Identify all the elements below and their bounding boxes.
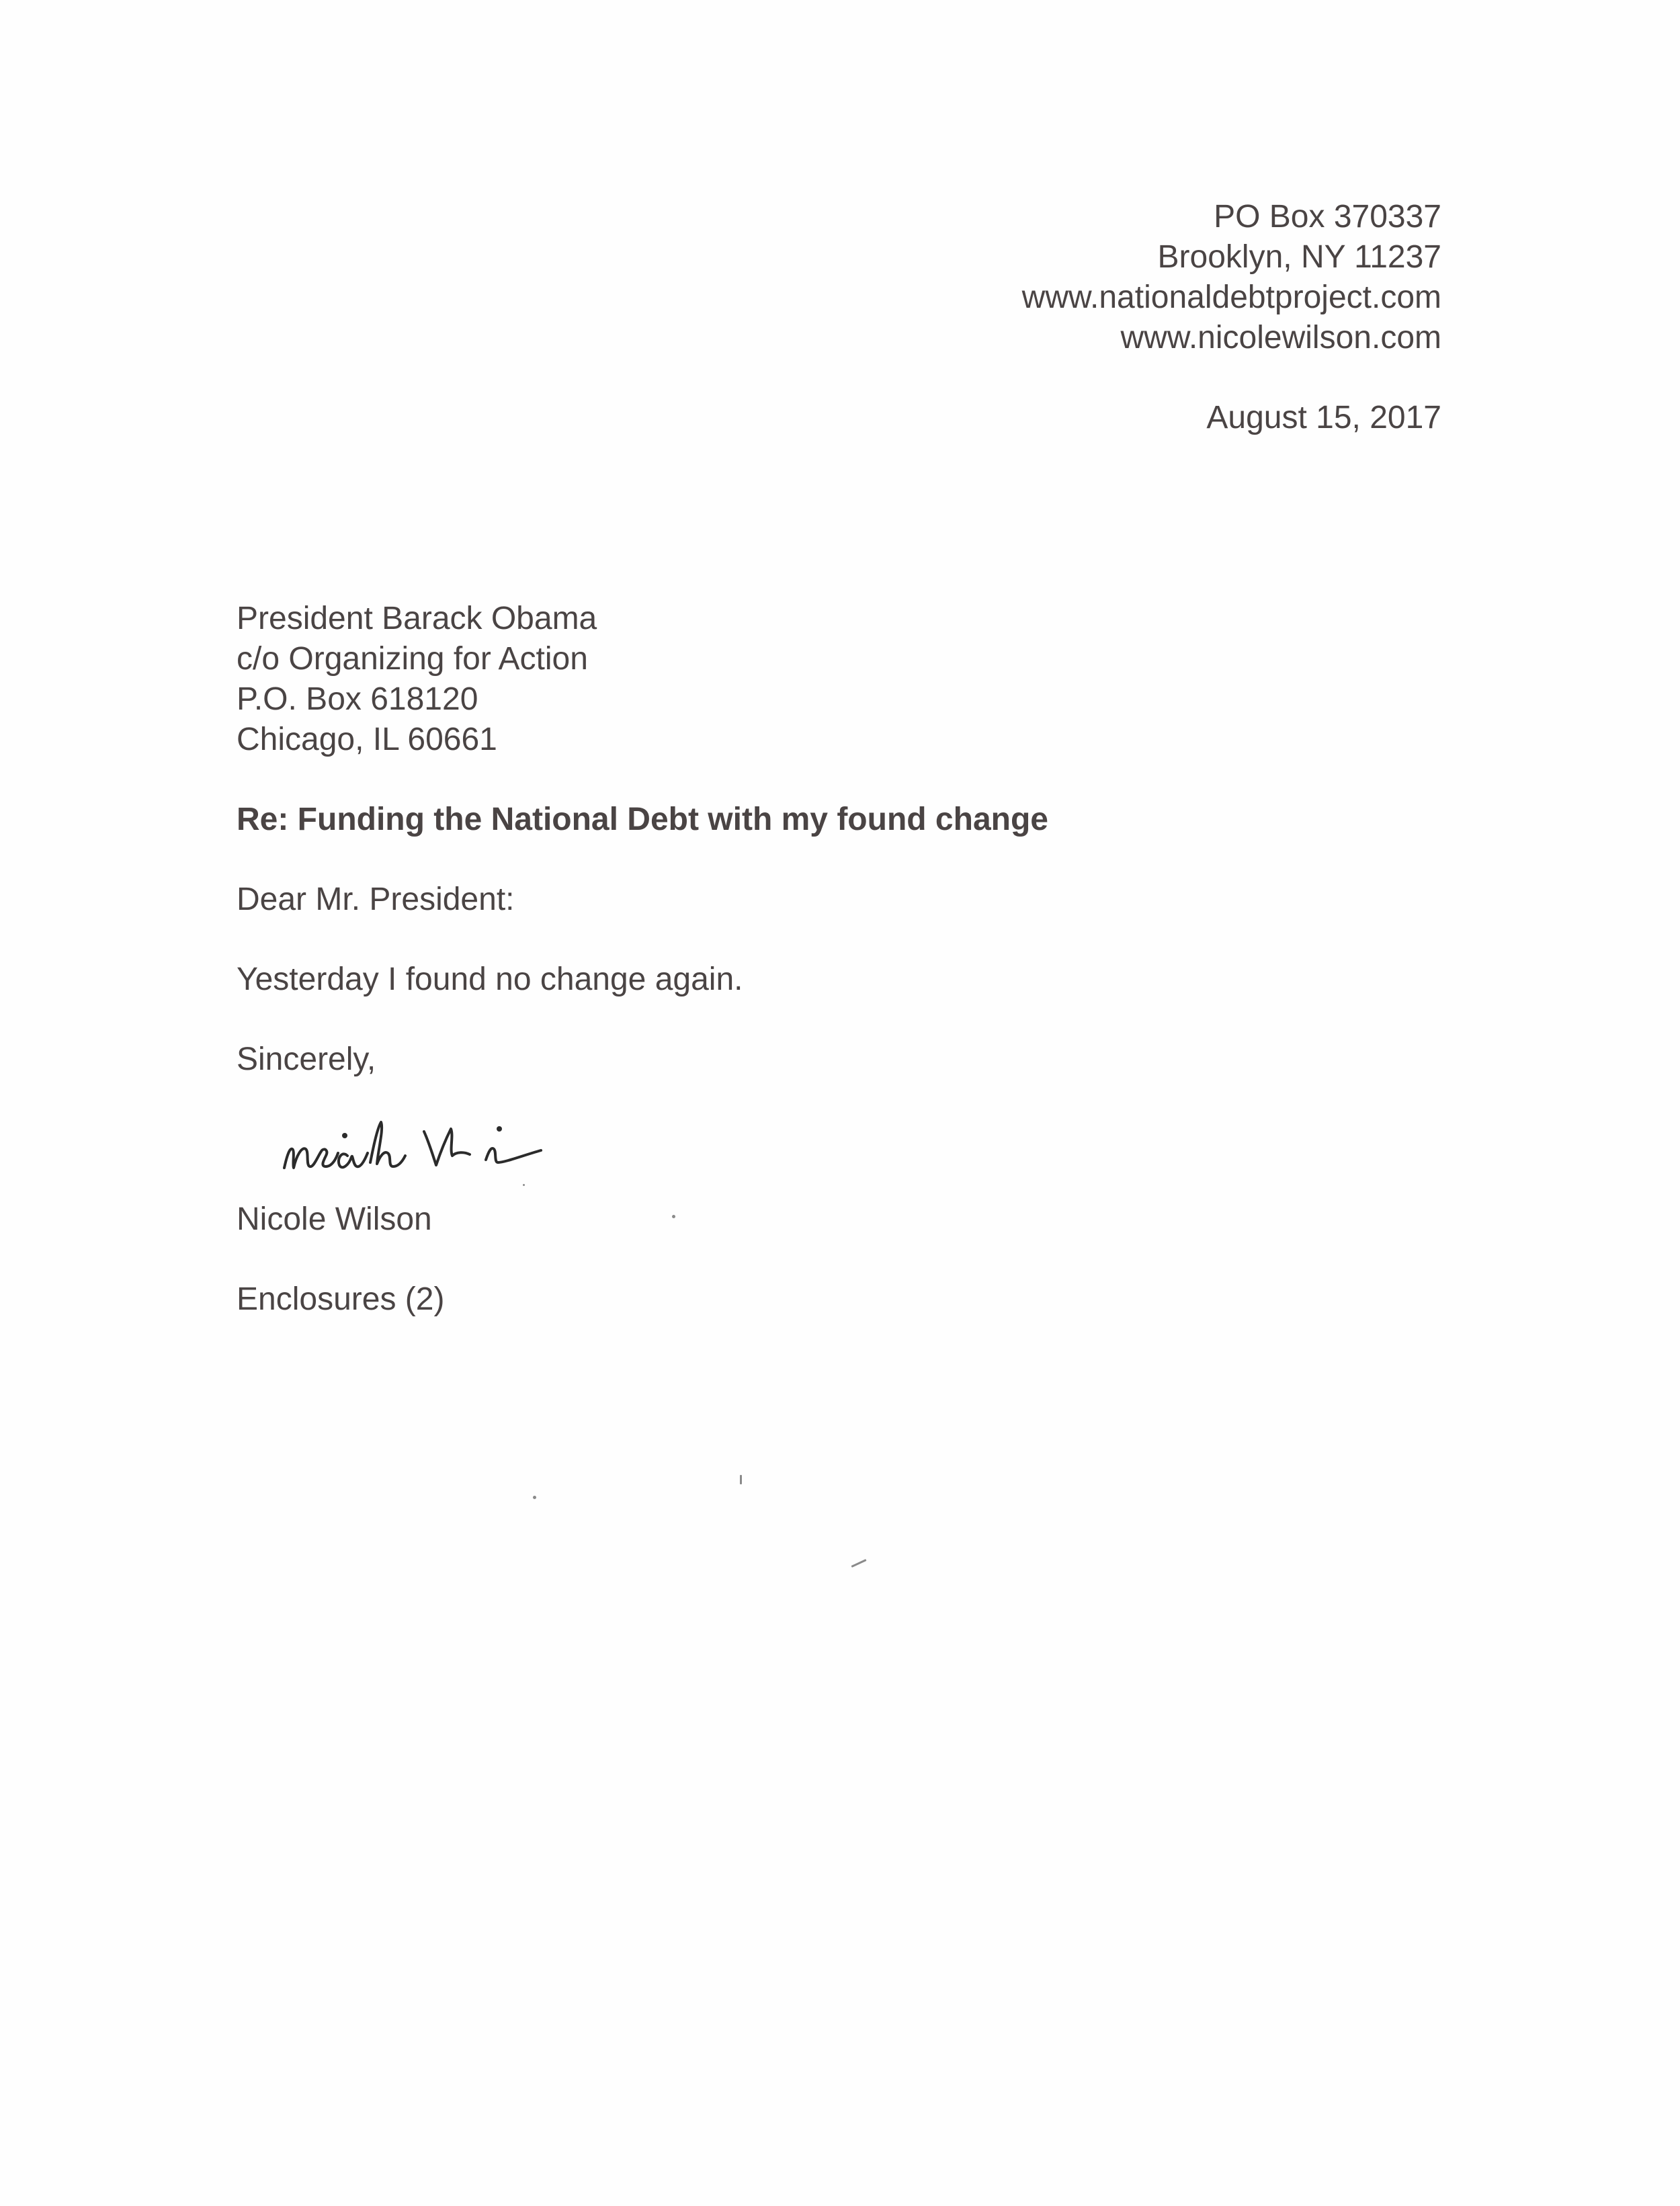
scan-speck	[740, 1475, 742, 1484]
recipient-city-state-zip: Chicago, IL 60661	[237, 722, 497, 757]
letter-date: August 15, 2017	[1206, 400, 1441, 435]
scan-speck	[851, 1559, 866, 1568]
sender-address-line1: PO Box 370337	[1214, 199, 1441, 235]
recipient-care-of: c/o Organizing for Action	[237, 641, 588, 677]
salutation: Dear Mr. President:	[237, 882, 515, 917]
sender-website-1: www.nationaldebtproject.com	[1021, 280, 1441, 315]
signer-name: Nicole Wilson	[237, 1201, 432, 1237]
closing: Sincerely,	[237, 1042, 376, 1077]
letter-body: Yesterday I found no change again.	[237, 962, 743, 997]
sender-address-line2: Brooklyn, NY 11237	[1157, 239, 1441, 275]
scan-speck	[523, 1184, 525, 1186]
handwritten-signature	[272, 1109, 635, 1186]
recipient-po-box: P.O. Box 618120	[237, 681, 478, 717]
sender-website-2: www.nicolewilson.com	[1120, 320, 1441, 355]
scan-speck	[533, 1496, 536, 1499]
subject-line: Re: Funding the National Debt with my found change	[237, 802, 1048, 837]
recipient-name: President Barack Obama	[237, 601, 597, 636]
enclosures-note: Enclosures (2)	[237, 1281, 445, 1317]
scan-speck	[672, 1215, 675, 1218]
